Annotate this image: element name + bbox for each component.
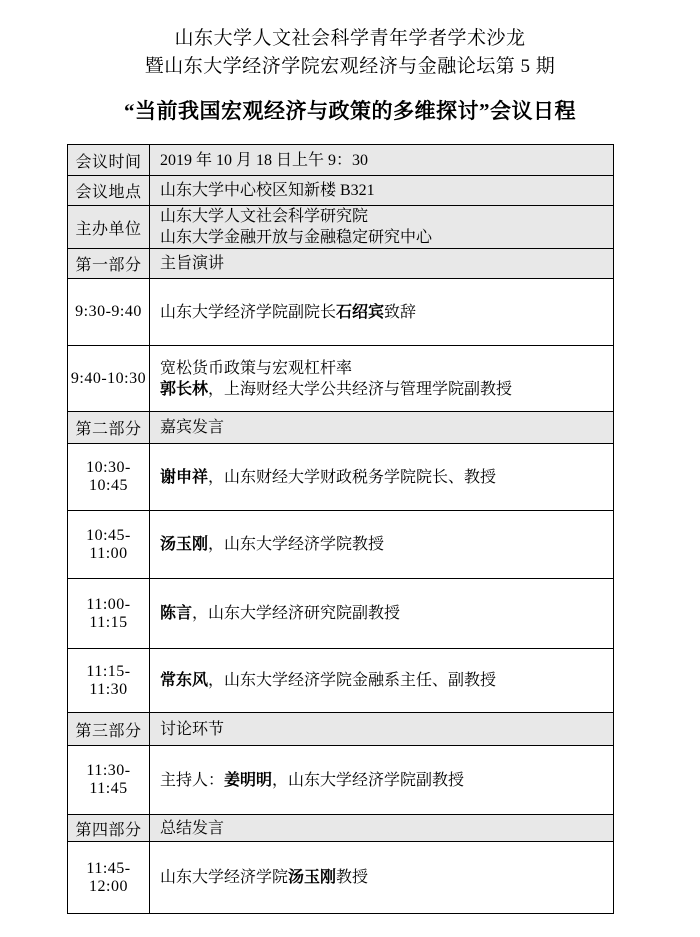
content-line [160, 358, 607, 379]
row-content-cell [150, 511, 614, 579]
content-segment: ，山东财经大学财政税务学院院长、教授 [208, 468, 497, 486]
table-row [68, 842, 614, 914]
content-line [160, 302, 607, 323]
row-label-cell: 会议时间 [68, 145, 150, 176]
content-line [160, 719, 607, 740]
row-content-cell [150, 176, 614, 206]
content-line [160, 206, 607, 227]
row-label-cell: 11:45-12:00 [68, 842, 150, 914]
row-content-cell [150, 249, 614, 279]
content-segment: 常东风 [160, 672, 209, 689]
row-label-cell: 第一部分 [68, 249, 150, 279]
content-segment: 山东大学经济学院副院长 [160, 303, 337, 321]
content-line [160, 467, 607, 488]
row-label-cell: 会议地点 [68, 176, 150, 206]
content-segment: 讨论环节 [160, 720, 225, 738]
table-row [68, 176, 614, 206]
table-row [68, 145, 614, 176]
content-segment: ，山东大学经济学院教授 [208, 536, 385, 553]
row-content-cell [150, 346, 614, 412]
row-content-cell [150, 579, 614, 649]
row-content-cell [150, 713, 614, 746]
content-segment: 汤玉刚 [288, 869, 337, 886]
row-content-cell [150, 279, 614, 346]
row-label-cell: 11:30-11:45 [68, 746, 150, 815]
content-segment: 姜明明 [224, 771, 273, 789]
table-row [68, 279, 614, 346]
content-line [160, 867, 607, 888]
row-content-cell [150, 746, 614, 815]
content-line [160, 603, 607, 624]
content-line [160, 227, 607, 248]
table-row [68, 815, 614, 842]
row-label-cell: 11:15-11:30 [68, 649, 150, 713]
content-segment: ，山东大学经济学院金融系主任、副教授 [208, 672, 497, 689]
agenda-table [67, 144, 614, 914]
table-row [68, 346, 614, 412]
content-segment: 郭长林 [160, 380, 209, 398]
content-segment: 教授 [336, 869, 369, 886]
table-row [68, 511, 614, 579]
content-segment: 陈言 [160, 605, 193, 622]
content-segment: 石绍宾 [336, 303, 385, 321]
content-segment: 总结发言 [160, 819, 225, 837]
content-segment: 嘉宾发言 [160, 419, 225, 436]
table-row [68, 649, 614, 713]
content-line [160, 670, 607, 691]
row-content-cell [150, 444, 614, 511]
row-label-cell: 11:00-11:15 [68, 579, 150, 649]
table-row [68, 746, 614, 815]
row-label-cell: 主办单位 [68, 206, 150, 249]
row-content-cell [150, 842, 614, 914]
content-line [160, 180, 607, 201]
row-label-cell: 第四部分 [68, 815, 150, 842]
content-line [160, 818, 607, 839]
content-segment: ，山东大学经济学院副教授 [272, 771, 465, 789]
content-line [160, 534, 607, 555]
row-content-cell [150, 412, 614, 444]
content-segment: 山东大学经济学院 [160, 869, 289, 886]
content-line [160, 379, 607, 400]
content-line [160, 417, 607, 438]
row-label-cell: 第二部分 [68, 412, 150, 444]
content-line [160, 150, 607, 171]
content-segment: ，上海财经大学公共经济与管理学院副教授 [208, 380, 513, 398]
table-row [68, 206, 614, 249]
content-segment: 汤玉刚 [160, 536, 209, 553]
document-title-line1: 山东大学人文社会科学青年学者学术沙龙 [174, 28, 526, 49]
content-segment: 山东大学金融开放与金融稳定研究中心 [160, 229, 433, 246]
row-content-cell [150, 206, 614, 249]
document-title-line2: 暨山东大学经济学院宏观经济与金融论坛第 5 期 [144, 56, 556, 77]
table-row [68, 249, 614, 279]
table-row [68, 579, 614, 649]
row-label-cell: 9:40-10:30 [68, 346, 150, 412]
content-line [160, 253, 607, 274]
content-segment: 主旨演讲 [160, 255, 225, 272]
row-content-cell [150, 649, 614, 713]
content-segment: 2019 年 10 月 18 日上午 9：30 [160, 151, 369, 169]
content-segment: 宽松货币政策与宏观杠杆率 [160, 359, 353, 377]
content-segment: 谢申祥 [160, 468, 209, 486]
content-segment: ，山东大学经济研究院副教授 [192, 605, 401, 622]
content-segment: 致辞 [384, 303, 417, 321]
table-row [68, 444, 614, 511]
row-label-cell: 9:30-9:40 [68, 279, 150, 346]
table-row [68, 412, 614, 444]
row-label-cell: 10:30-10:45 [68, 444, 150, 511]
content-segment: 山东大学人文社会科学研究院 [160, 208, 369, 225]
row-content-cell [150, 145, 614, 176]
row-label-cell: 第三部分 [68, 713, 150, 746]
document-subtitle: “当前我国宏观经济与政策的多维探讨”会议日程 [124, 99, 576, 123]
row-content-cell [150, 815, 614, 842]
content-line [160, 770, 607, 791]
content-segment: 主持人： [160, 771, 225, 789]
table-row [68, 713, 614, 746]
content-segment: 山东大学中心校区知新楼 B321 [160, 182, 375, 199]
agenda-table-body [68, 145, 614, 914]
row-label-cell: 10:45-11:00 [68, 511, 150, 579]
